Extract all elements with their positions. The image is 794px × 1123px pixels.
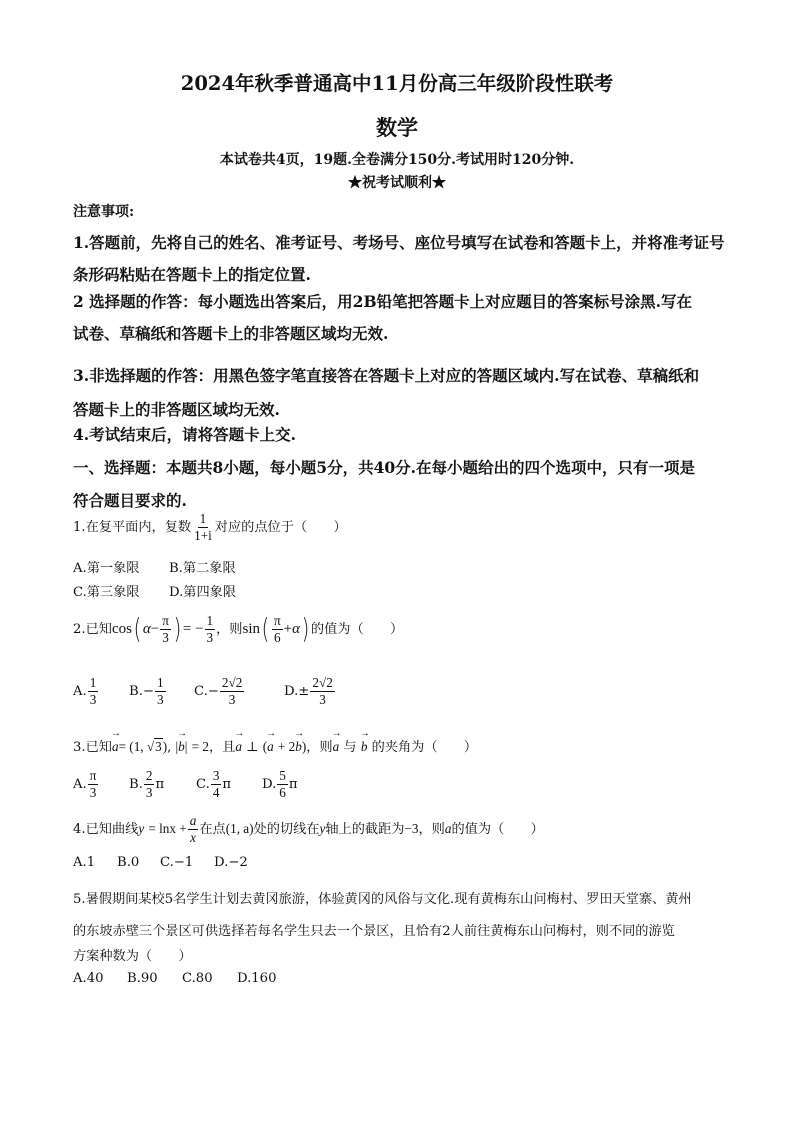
question-1: 1.在复平面内，复数 $\frac{1}{1+i}$ 对应的点位于（ ）	[73, 511, 347, 543]
section-1-line-2: 符合题目要求的.	[73, 491, 187, 510]
q2-option-a: A. $\frac{1}{3}$	[73, 675, 97, 707]
q5-option-b: B.90	[127, 971, 158, 986]
q1-options-row-1	[73, 557, 236, 576]
q1-option-a: A.第一象限	[73, 561, 140, 576]
note-3-line-2: 答题卡上的非答题区域均无效.	[73, 400, 280, 419]
q5-option-d: D.160	[237, 971, 277, 986]
q3-option-c: C. $\frac{3}{4}$ π	[196, 768, 232, 800]
q1-prompt: 1.在复平面内，复数	[73, 519, 192, 535]
vector-b: → b	[178, 739, 185, 755]
q5-options	[73, 971, 276, 986]
exam-wish: ★祝考试顺利★	[348, 175, 446, 191]
q4-options	[73, 855, 248, 870]
q2-option-c: C.− $\frac{2√2}{3}$	[194, 675, 243, 707]
question-2: 2.已知cos( α− $\frac{\pi}{3}$ ) = − $\frac{1}{3}$ ，则sin( $\frac{\pi}{6}$ +α) 的值为（ ）	[73, 612, 404, 646]
question-5-line-3: 方案种数为（ ）	[73, 949, 192, 964]
q3-option-b: B. $\frac{2}{3}$ π	[129, 768, 165, 800]
q4-option-a: A.1	[73, 855, 96, 870]
note-4: 4.考试结束后，请将答题卡上交.	[73, 425, 297, 444]
note-2-line-2: 试卷、草稿纸和答题卡上的非答题区域均无效.	[73, 324, 389, 343]
q4-option-d: D.−2	[214, 855, 248, 870]
q5-option-a: A.40	[73, 971, 104, 986]
exam-title: 2024年秋季普通高中11月份高三年级阶段性联考	[180, 72, 614, 95]
section-1-line-1: 一、选择题：本题共8小题，每小题5分，共40分.在每小题给出的四个选项中，只有一项是	[73, 458, 696, 477]
question-5-line-1: 5.暑假期间某校5名学生计划去黄冈旅游，体验黄冈的风俗与文化.现有黄梅东山问梅村、罗田天堂寨、黄州	[73, 892, 692, 907]
q3-option-d: D. $\frac{5}{6}$ π	[262, 768, 298, 800]
question-3: 3.已知→ a= (1, √3), |→ b| = 2，且→ a ⊥ (→ a + 2→ b)，则→ a 与 → b 的夹角为（ ）	[73, 736, 477, 755]
exam-info: 本试卷共4页，19题.全卷满分150分.考试用时120分钟.	[219, 152, 575, 168]
note-1-line-1: 1.答题前，先将自己的姓名、准考证号、考场号、座位号填写在试卷和答题卡上，并将准考证号	[73, 233, 725, 252]
vector-a: → a	[112, 739, 119, 755]
q1-option-c: C.第三象限	[73, 585, 140, 600]
note-3-line-1: 3.非选择题的作答：用黑色签字笔直接答在答题卡上对应的答题区域内.写在试卷、草稿纸和	[73, 366, 700, 385]
q2-option-d: D.± $\frac{2√2}{3}$	[284, 675, 333, 707]
q1-option-b: B.第二象限	[169, 561, 236, 576]
notes-heading: 注意事项:	[73, 204, 135, 220]
q2-options	[73, 676, 336, 707]
q3-options	[73, 769, 298, 800]
q2-option-b: B.− $\frac{1}{3}$	[129, 675, 164, 707]
question-4: 4.已知曲线y = lnx + $\frac{a}{x}$ 在点(1, a)处的切线在y轴上的截距为−3，则a的值为（ ）	[73, 813, 544, 845]
q1-option-d: D.第四象限	[169, 585, 237, 600]
subject-title: 数学	[376, 115, 418, 140]
q1-options-row-2	[73, 581, 236, 600]
question-5-line-2: 的东坡赤壁三个景区可供选择若每名学生只去一个景区，且恰有2人前往黄梅东山问梅村，则不同的游览	[73, 924, 675, 939]
note-1-line-2: 条形码粘贴在答题卡上的指定位置.	[73, 265, 311, 284]
q4-option-b: B.0	[117, 855, 140, 870]
note-2-line-1: 2 选择题的作答：每小题选出答案后，用2B铅笔把答题卡上对应题目的答案标号涂黑.写在	[73, 292, 692, 311]
q4-option-c: C.−1	[160, 855, 194, 870]
q3-option-a: A. $\frac{\pi}{3}$	[73, 768, 97, 800]
q1-fraction: $\frac{1}{1+i}$	[194, 511, 212, 543]
q5-option-c: C.80	[182, 971, 213, 986]
